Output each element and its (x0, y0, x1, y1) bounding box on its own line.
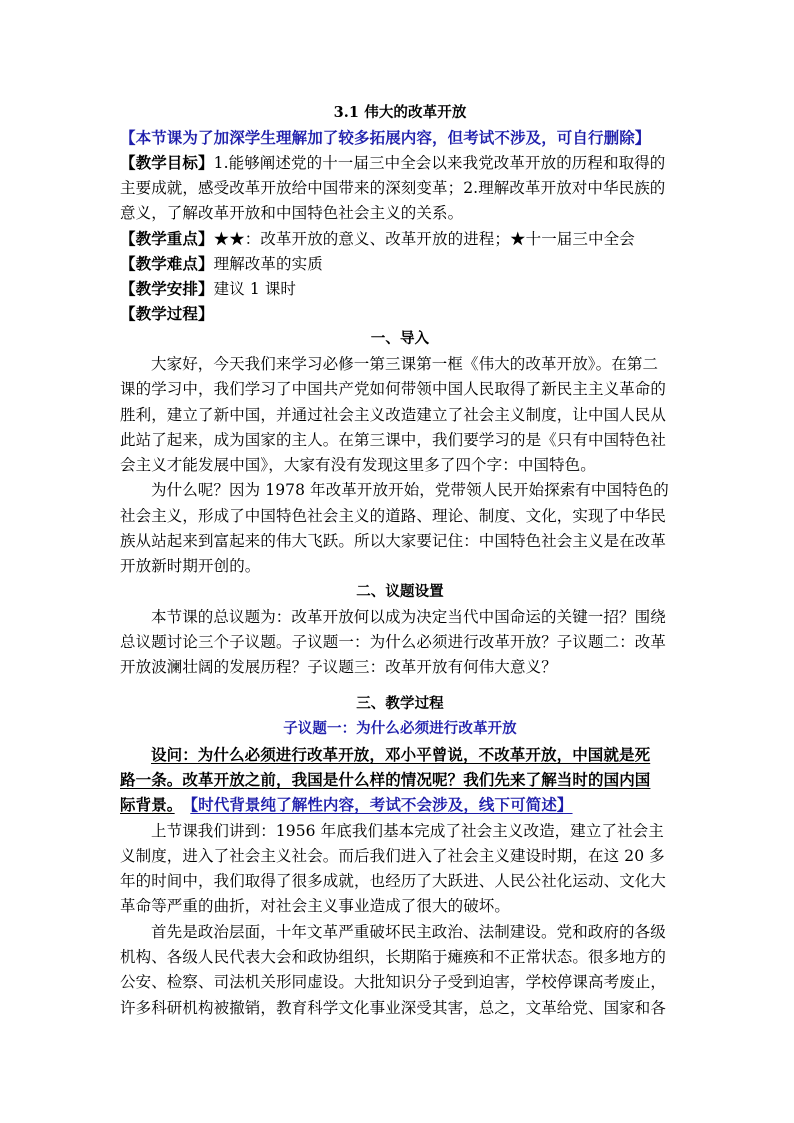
para5-line2: 机构、各级人民代表大会和政协组织，长期陷于瘫痪和不正常状态。很多地方的 (120, 948, 667, 966)
goal-label: 【教学目标】 (120, 153, 214, 172)
arrangement-label: 【教学安排】 (120, 279, 214, 298)
lesson-title: 3.1 伟大的改革开放 (333, 104, 467, 121)
para1-line4: 此站了起来，成为国家的主人。在第三课中，我们要学习的是《只有中国特色社 (120, 431, 667, 449)
question-line3 (120, 792, 680, 818)
question-line2: 路一条。改革开放之前，我国是什么样的情况呢？我们先来了解当时的国内国 (120, 770, 651, 789)
goal-text-3: 意义，了解改革开放和中国特色社会主义的关系。 (120, 204, 464, 222)
arrangement-text: 建议 1 课时 (213, 280, 297, 298)
background-note: 【时代背景纯了解性内容，考试不会涉及，线下可简述】 (190, 795, 573, 814)
para2-line1: 为什么呢？因为 1978 年改革开放开始，党带领人民开始探索有中国特色的 (151, 481, 669, 499)
section-heading-intro: 一、导入 (370, 330, 430, 347)
para1-line1: 大家好，今天我们来学习必修一第三课第一框《伟大的改革开放》。在第二 (151, 355, 659, 373)
para2-line4: 开放新时期开创的。 (120, 557, 261, 575)
notice-line: 【本节课为了加深学生理解加了较多拓展内容，但考试不涉及，可自行删除】 (120, 128, 651, 147)
key-text: ★★：改革开放的意义、改革开放的进程；★十一届三中全会 (213, 230, 635, 248)
para1-line5: 会主义才能发展中国》，大家有没有发现这里多了四个字：中国特色。 (120, 456, 596, 474)
para3-line1: 本节课的总议题为：改革开放何以成为决定当代中国命运的关键一招？围绕 (151, 608, 666, 626)
difficulty-text: 理解改革的实质 (213, 255, 323, 273)
para2-line2: 社会主义，形成了中国特色社会主义的道路、理论、制度、文化，实现了中华民 (120, 507, 667, 525)
teaching-goal (120, 150, 680, 176)
para5-line4: 许多科研机构被撤销，教育科学文化事业深受其害，总之，文革给党、国家和各 (120, 999, 667, 1017)
para3-line3: 开放波澜壮阔的发展历程？子议题三：改革开放有何伟大意义？ (120, 658, 557, 676)
para5-line1: 首先是政治层面，十年文革严重破坏民主政治、法制建设。党和政府的各级 (151, 923, 666, 941)
para4-line3: 年的时间中，我们取得了很多成就，也经历了大跃进、人民公社化运动、文化大 (120, 872, 667, 890)
section-heading-topics: 二、议题设置 (356, 583, 444, 600)
question-line1: 设问：为什么必须进行改革开放，邓小平曾说，不改革开放，中国就是死 (151, 745, 651, 764)
teaching-arrangement (120, 276, 680, 302)
key-label: 【教学重点】 (120, 229, 214, 248)
para4-line4: 革命等严重的曲折，对社会主义事业造成了很大的破坏。 (120, 897, 511, 915)
para4-line1: 上节课我们讲到：1956 年底我们基本完成了社会主义改造，建立了社会主 (151, 822, 664, 840)
para2-line3: 族从站起来到富起来的伟大飞跃。所以大家要记住：中国特色社会主义是在改革 (120, 532, 667, 550)
difficulty-label: 【教学难点】 (120, 254, 214, 273)
para3-line2: 总议题讨论三个子议题。子议题一：为什么必须进行改革开放？子议题二：改革 (120, 633, 667, 651)
goal-text-1: 1.能够阐述党的十一届三中全会以来我党改革开放的历程和取得的 (213, 154, 666, 172)
question-text-3: 际背景。 (120, 795, 175, 814)
para4-line2: 义制度，进入了社会主义社会。而后我们进入了社会主义建设时期，在这 20 多 (120, 847, 665, 865)
subtopic-one-heading: 子议题一：为什么必须进行改革开放 (283, 720, 517, 737)
teaching-key (120, 226, 680, 252)
para1-line2: 课的学习中，我们学习了中国共产党如何带领中国人民取得了新民主主义革命的 (120, 380, 667, 398)
para1-line3: 胜利，建立了新中国，并通过社会主义改造建立了社会主义制度，让中国人民从 (120, 406, 667, 424)
goal-text-2: 主要成就，感受改革开放给中国带来的深刻变革；2.理解改革开放对中华民族的 (120, 179, 666, 197)
para5-line3: 公安、检察、司法机关形同虚设。大批知识分子受到迫害，学校停课高考废止， (120, 973, 667, 991)
section-heading-process: 三、教学过程 (356, 695, 444, 712)
teaching-difficulty (120, 251, 680, 277)
process-label: 【教学过程】 (120, 304, 214, 323)
